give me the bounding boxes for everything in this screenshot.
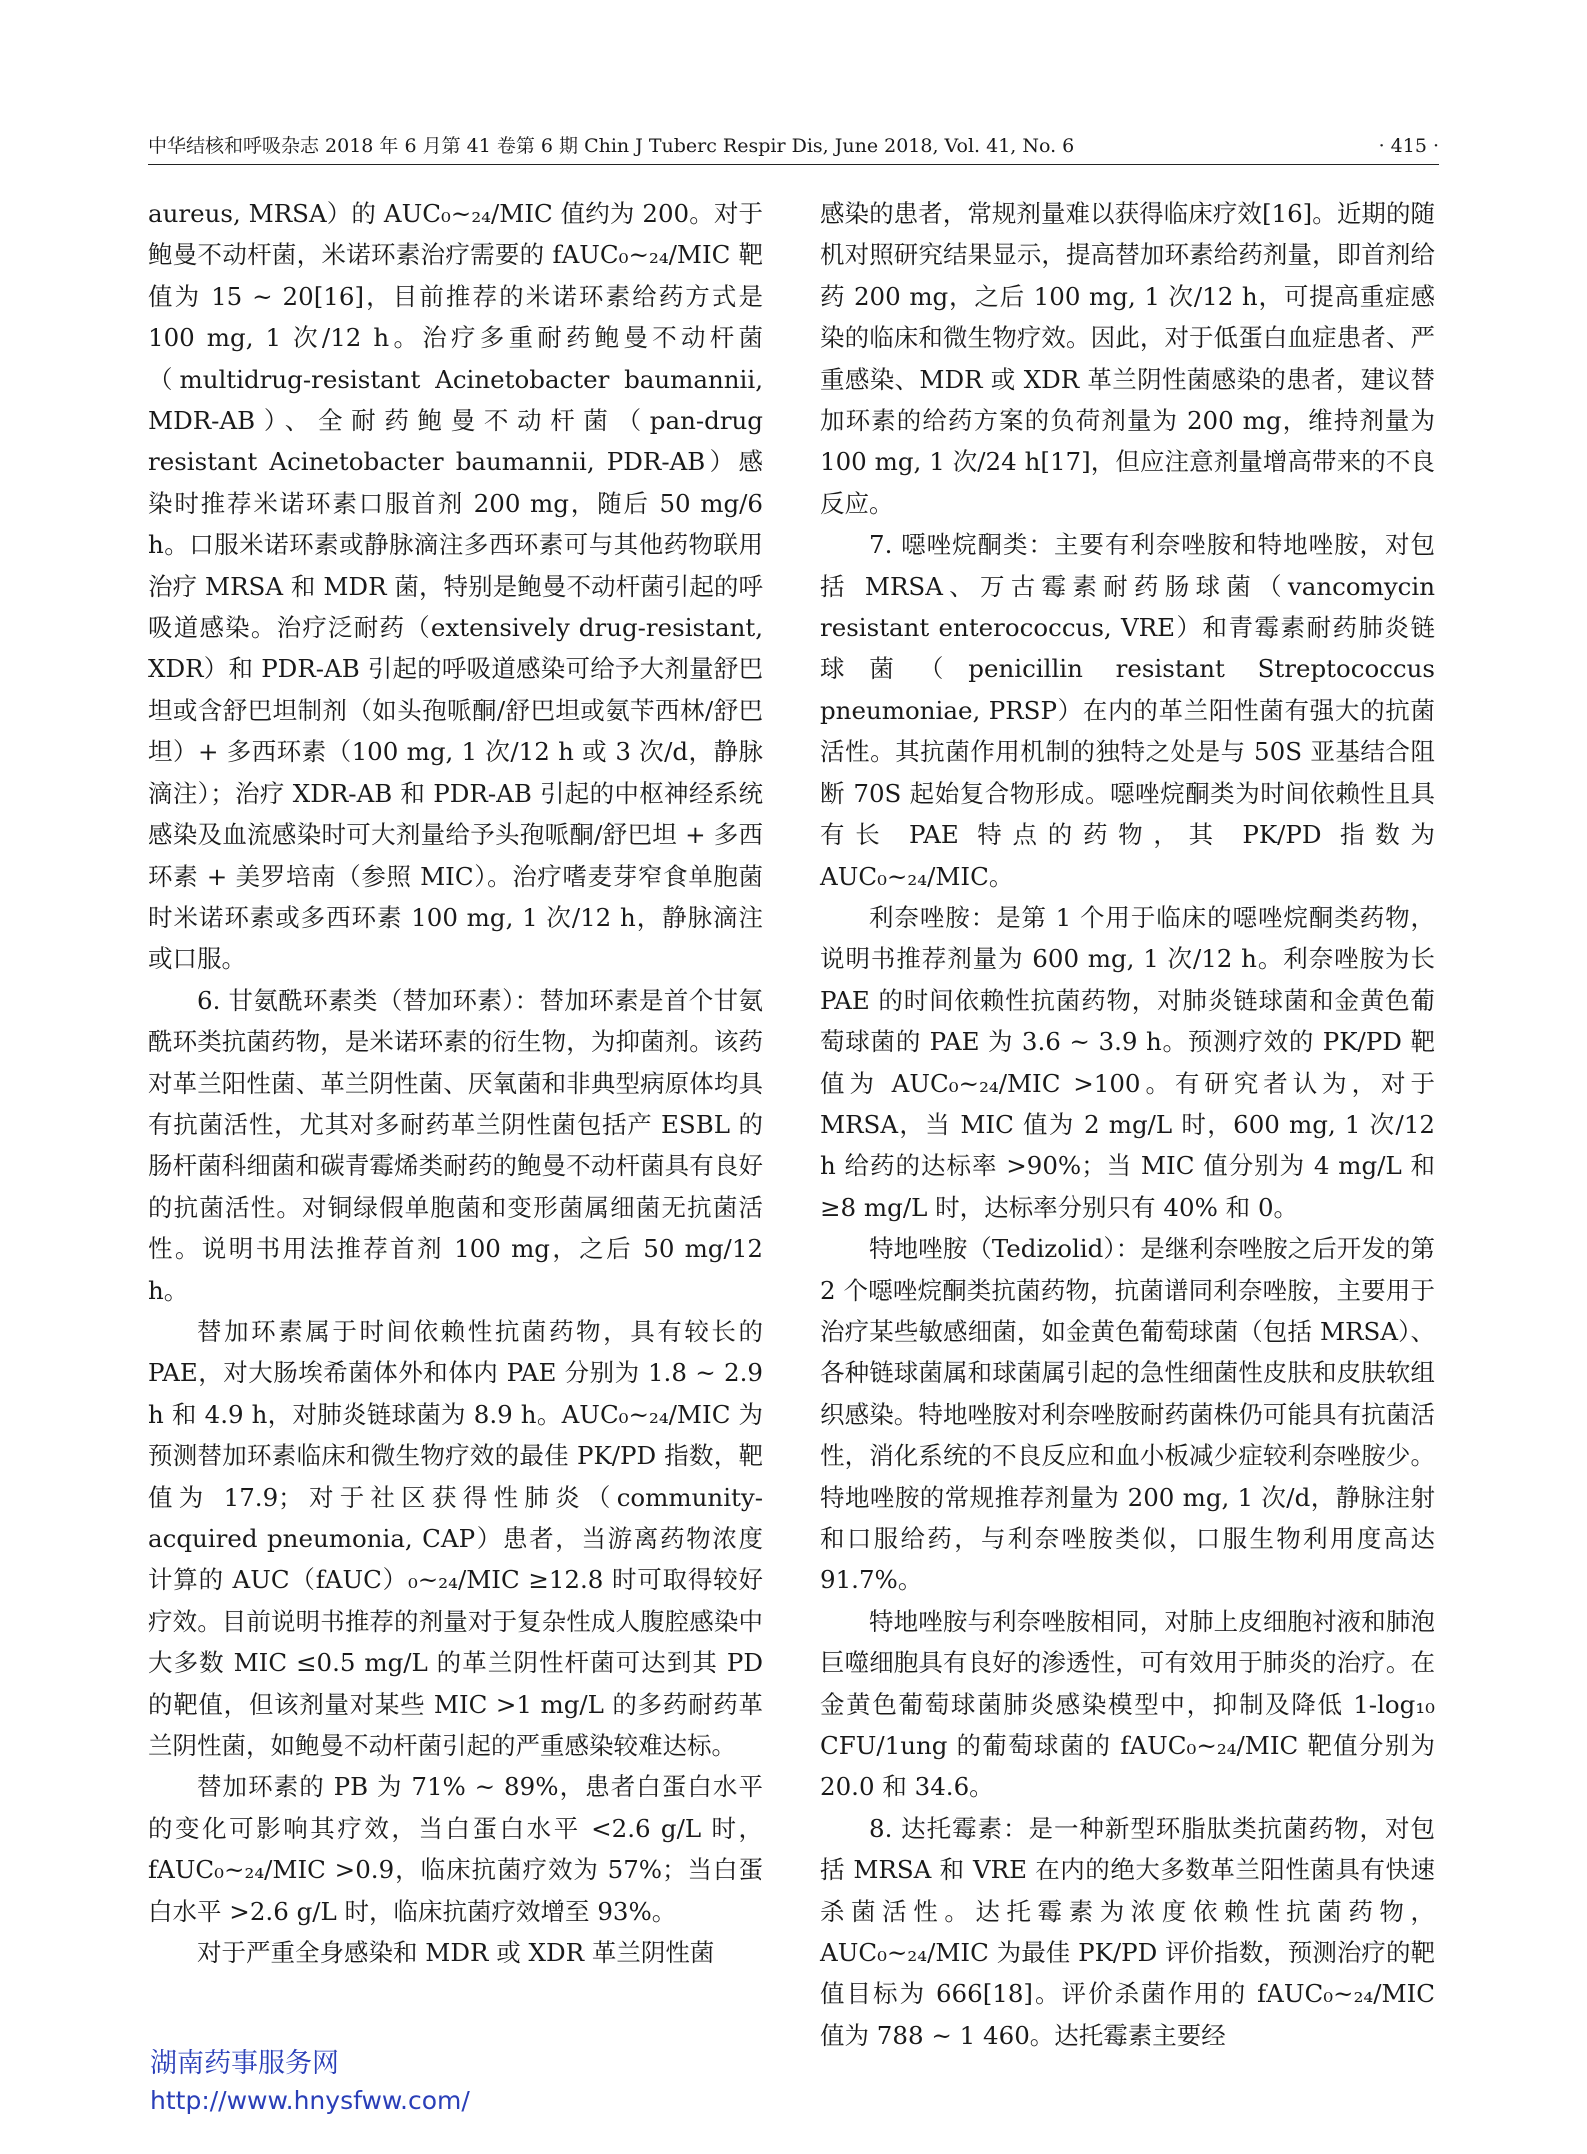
left-column	[148, 193, 763, 1973]
paragraph: 对于严重全身感染和 MDR 或 XDR 革兰阴性菌	[197, 1938, 715, 1968]
paragraph: 特地唑胺与利奈唑胺相同，对肺上皮细胞衬液和肺泡巨噬细胞具有良好的渗透性，可有效用于肺炎的治疗。在金黄色葡萄球菌肺炎感染模型中，抑制及降低 1-log₁₀ CFU/1ung 的葡萄球菌的 fAUC₀~₂₄/MIC 靶值分别为 20.0 和 34.6。	[820, 1606, 1435, 1802]
right-column	[820, 193, 1435, 2056]
watermark	[150, 2045, 470, 2119]
watermark-url[interactable]: http://www.hnysfww.com/	[150, 2086, 470, 2115]
page-number: · 415 ·	[1378, 135, 1439, 157]
paragraph: aureus, MRSA）的 AUC₀~₂₄/MIC 值约为 200。对于鲍曼不动杆菌，米诺环素治疗需要的 fAUC₀~₂₄/MIC 靶值为 15 ~ 20[16]，目前推荐的米诺环素给药方式是 100 mg, 1 次/12 h。治疗多重耐药鲍曼不动杆菌（multidrug-resistant Acinetobacter baumannii, MDR-AB）、全耐药鲍曼不动杆菌（pan-drug resistant Acinetobacter baumannii, PDR-AB）感染时推荐米诺环素口服首剂 200 mg，随后 50 mg/6 h。口服米诺环素或静脉滴注多西环素可与其他药物联用治疗 MRSA 和 MDR 菌，特别是鲍曼不动杆菌引起的呼吸道感染。治疗泛耐药（extensively drug-resistant, XDR）和 PDR-AB 引起的呼吸道感染可给予大剂量舒巴坦或含舒巴坦制剂（如头孢哌酮/舒巴坦或氨苄西林/舒巴坦）+ 多西环素（100 mg, 1 次/12 h 或 3 次/d，静脉滴注）；治疗 XDR-AB 和 PDR-AB 引起的中枢神经系统感染及血流感染时可大剂量给予头孢哌酮/舒巴坦 + 多西环素 + 美罗培南（参照 MIC）。治疗嗜麦芽窄食单胞菌时米诺环素或多西环素 100 mg, 1 次/12 h，静脉滴注或口服。	[148, 199, 763, 974]
paragraph: 利奈唑胺：是第 1 个用于临床的噁唑烷酮类药物，说明书推荐剂量为 600 mg, 1 次/12 h。利奈唑胺为长 PAE 的时间依赖性抗菌药物，对肺炎链球菌和金黄色葡萄球菌的 PAE 为 3.6 ~ 3.9 h。预测疗效的 PK/PD 靶值为 AUC₀~₂₄/MIC >100。有研究者认为，对于 MRSA，当 MIC 值为 2 mg/L 时，600 mg, 1 次/12 h 给药的达标率 >90%；当 MIC 值分别为 4 mg/L 和 ≥8 mg/L 时，达标率分别只有 40% 和 0。	[820, 902, 1435, 1222]
journal-citation: 中华结核和呼吸杂志 2018 年 6 月第 41 卷第 6 期 Chin J Tuberc Respir Dis, June 2018, Vol. 41, No. 6	[148, 135, 1075, 157]
paragraph: 8. 达托霉素：是一种新型环脂肽类抗菌药物，对包括 MRSA 和 VRE 在内的绝大多数革兰阳性菌具有快速杀菌活性。达托霉素为浓度依赖性抗菌药物，AUC₀~₂₄/MIC 为最佳 PK/PD 评价指数，预测治疗的靶值目标为 666[18]。评价杀菌作用的 fAUC₀~₂₄/MIC 值为 788 ~ 1 460。达托霉素主要经	[820, 1813, 1435, 2050]
paragraph: 7. 噁唑烷酮类：主要有利奈唑胺和特地唑胺，对包括 MRSA、万古霉素耐药肠球菌（vancomycin resistant enterococcus, VRE）和青霉素耐药肺炎链球菌（penicillin resistant Streptococcus pneumoniae, PRSP）在内的革兰阳性菌有强大的抗菌活性。其抗菌作用机制的独特之处是与 50S 亚基结合阻断 70S 起始复合物形成。噁唑烷酮类为时间依赖性且具有长 PAE 特点的药物，其 PK/PD 指数为 AUC₀~₂₄/MIC。	[820, 530, 1435, 891]
paragraph: 6. 甘氨酰环素类（替加环素）：替加环素是首个甘氨酰环类抗菌药物，是米诺环素的衍生物，为抑菌剂。该药对革兰阳性菌、革兰阴性菌、厌氧菌和非典型病原体均具有抗菌活性，尤其对多耐药革兰阴性菌包括产 ESBL 的肠杆菌科细菌和碳青霉烯类耐药的鲍曼不动杆菌具有良好的抗菌活性。对铜绿假单胞菌和变形菌属细菌无抗菌活性。说明书用法推荐首剂 100 mg，之后 50 mg/12 h。	[148, 985, 763, 1305]
paragraph: 替加环素的 PB 为 71% ~ 89%，患者白蛋白水平的变化可影响其疗效，当白蛋白水平 <2.6 g/L 时，fAUC₀~₂₄/MIC >0.9，临床抗菌疗效为 57%；当白蛋白水平 >2.6 g/L 时，临床抗菌疗效增至 93%。	[148, 1772, 763, 1926]
paragraph: 感染的患者，常规剂量难以获得临床疗效[16]。近期的随机对照研究结果显示，提高替加环素给药剂量，即首剂给药 200 mg，之后 100 mg, 1 次/12 h，可提高重症感染的临床和微生物疗效。因此，对于低蛋白血症患者、严重感染、MDR 或 XDR 革兰阴性菌感染的患者，建议替加环素的给药方案的负荷剂量为 200 mg，维持剂量为 100 mg, 1 次/24 h[17]，但应注意剂量增高带来的不良反应。	[820, 199, 1435, 518]
paragraph: 特地唑胺（Tedizolid）：是继利奈唑胺之后开发的第 2 个噁唑烷酮类抗菌药物，抗菌谱同利奈唑胺，主要用于治疗某些敏感细菌，如金黄色葡萄球菌（包括 MRSA）、各种链球菌属和球菌属引起的急性细菌性皮肤和皮肤软组织感染。特地唑胺对利奈唑胺耐药菌株仍可能具有抗菌活性，消化系统的不良反应和血小板减少症较利奈唑胺少。特地唑胺的常规推荐剂量为 200 mg, 1 次/d，静脉注射和口服给药，与利奈唑胺类似，口服生物利用度高达 91.7%。	[820, 1234, 1435, 1595]
running-header	[148, 132, 1439, 165]
paragraph: 替加环素属于时间依赖性抗菌药物，具有较长的 PAE，对大肠埃希菌体外和体内 PAE 分别为 1.8 ~ 2.9 h 和 4.9 h，对肺炎链球菌为 8.9 h。AUC₀~₂₄/MIC 为预测替加环素临床和微生物疗效的最佳 PK/PD 指数，靶值为 17.9；对于社区获得性肺炎（community-acquired pneumonia, CAP）患者，当游离药物浓度计算的 AUC（fAUC）₀~₂₄/MIC ≥12.8 时可取得较好疗效。目前说明书推荐的剂量对于复杂性成人腹腔感染中大多数 MIC ≤0.5 mg/L 的革兰阴性杆菌可达到其 PD 的靶值，但该剂量对某些 MIC >1 mg/L 的多药耐药革兰阴性菌，如鲍曼不动杆菌引起的严重感染较难达标。	[148, 1316, 763, 1761]
watermark-site-name: 湖南药事服务网	[150, 2048, 339, 2079]
